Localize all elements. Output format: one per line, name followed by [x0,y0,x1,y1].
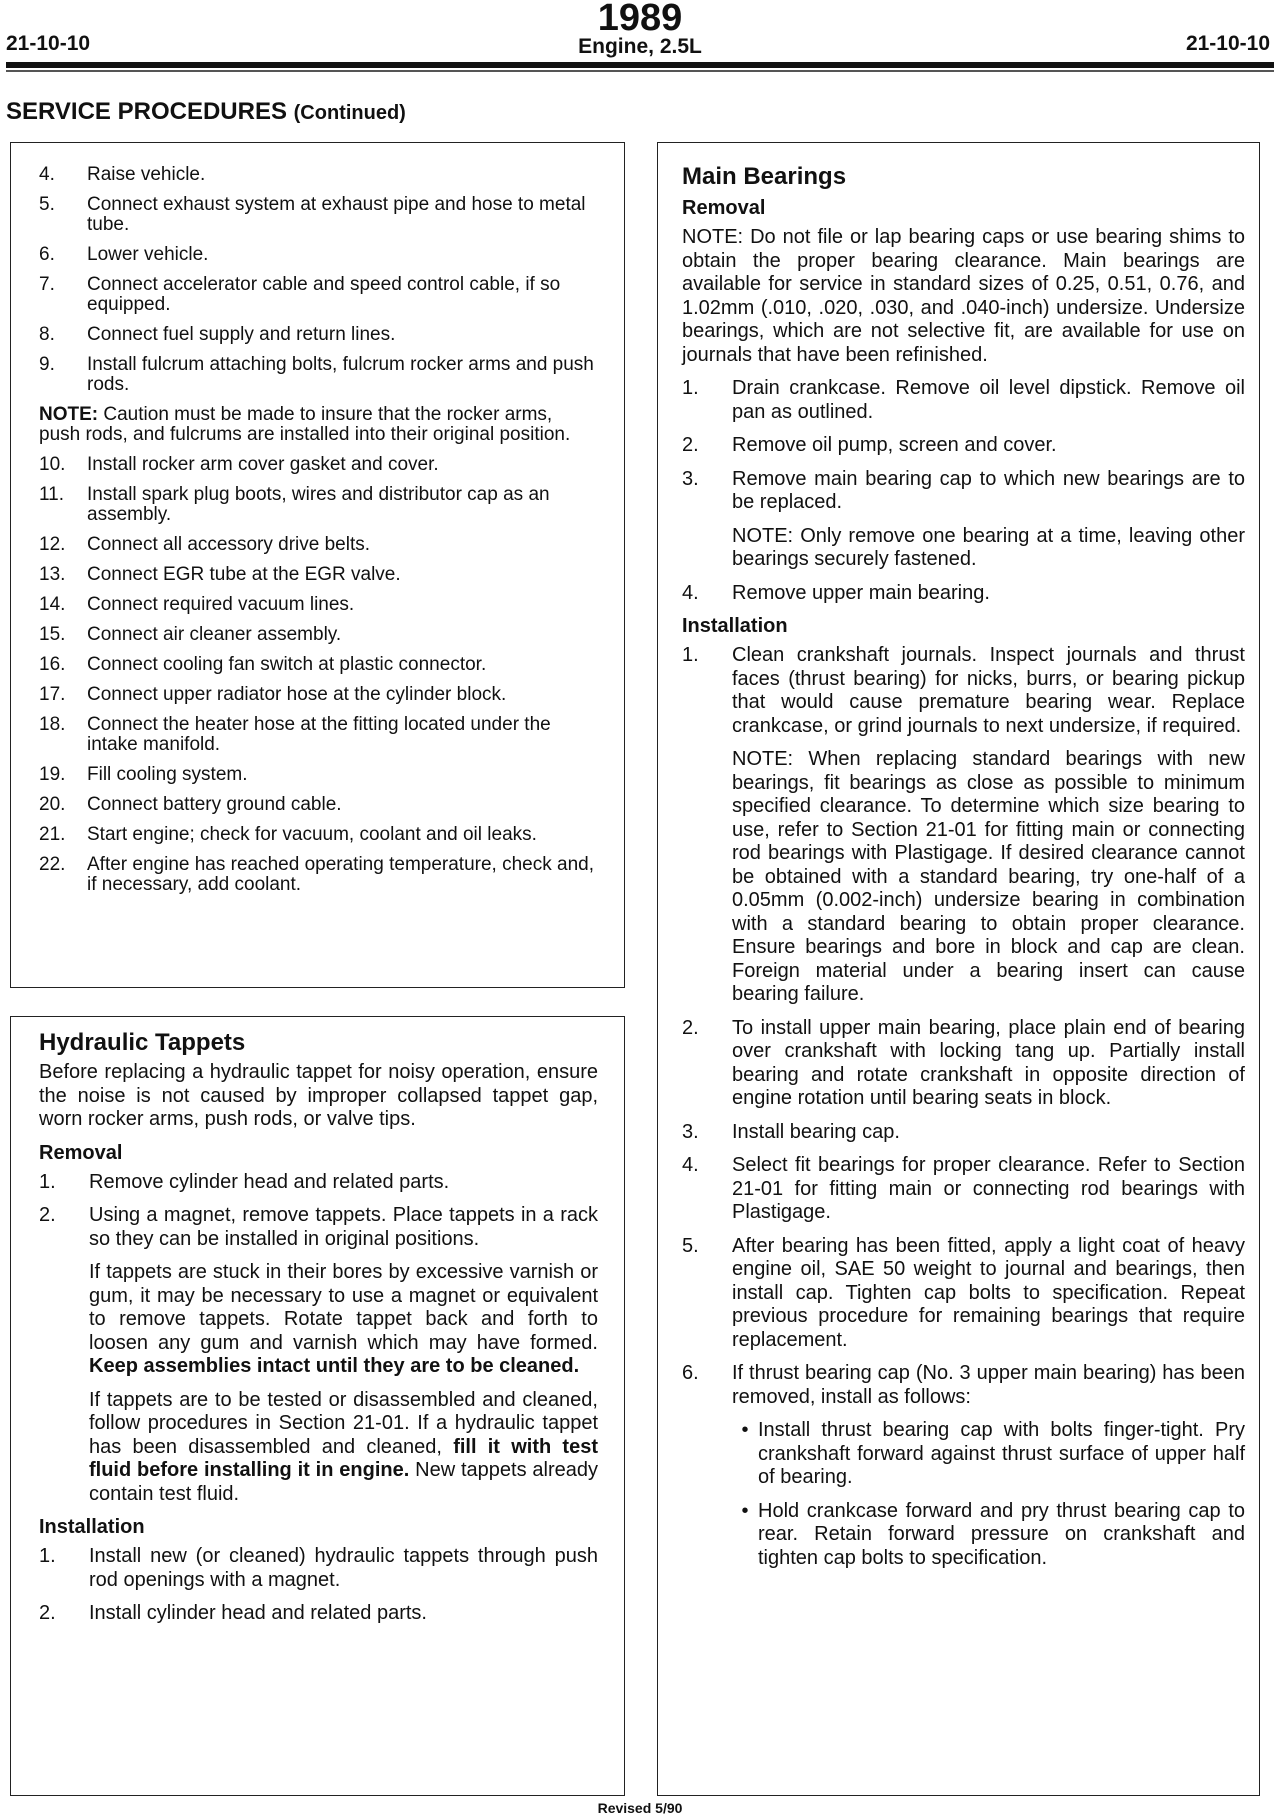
main-bearings-box [657,142,1260,1796]
list-item [682,1017,1245,1111]
bullet-item [732,1419,1245,1490]
bearings-title: Main Bearings [682,163,847,190]
section-title-continued: (Continued) [293,102,406,124]
step-text: Remove oil pump, screen and cover. [732,434,1057,456]
step-number: 9. [39,354,55,375]
step-text: Connect cooling fan switch at plastic connector. [87,654,487,675]
list-item [39,595,598,615]
section-title-text: SERVICE PROCEDURES [6,98,287,125]
step-number: 2. [682,434,699,456]
step-text: Install fulcrum attaching bolts, fulcrum rocker arms and push rods. [87,354,594,395]
header-rule [6,62,1274,68]
list-item [39,535,598,555]
header-year: 1989 [597,0,683,39]
step-text: Install new (or cleaned) hydraulic tappets through push rod openings with a magnet. [89,1545,598,1591]
list-item [39,765,598,785]
step-text: Install cylinder head and related parts. [89,1602,427,1624]
steps-continued-box [10,142,625,988]
list-item [39,195,598,235]
step-text: Connect battery ground cable. [87,794,342,815]
step-text: To install upper main bearing, place plain end of bearing over crankshaft with locking tang up. Partially install bearing and rotate crankshaft in opposite direction of engine rotation until bearing seats in block. [732,1016,1245,1109]
step-text: Remove cylinder head and related parts. [89,1170,450,1193]
list-item [39,1171,598,1195]
rocker-note [39,405,598,445]
step-text: Drain crankcase. Remove oil level dipstick. Remove oil pan as outlined. [732,377,1245,423]
header-subtitle: Engine, 2.5L [578,35,702,58]
step-text: Clean crankshaft journals. Inspect journals and thrust faces (thrust bearing) for nicks, burrs, or bearing pickup that would cause premature bearing wear. Replace crankcase, or grind journals to next undersize, if required. [732,644,1245,737]
rocker-note-label: NOTE: [39,404,99,425]
step-text: Connect EGR tube at the EGR valve. [87,564,401,585]
step-text: Lower vehicle. [87,244,209,265]
step-number: 4. [682,1154,699,1176]
hydraulic-tappets-box [10,1016,625,1796]
list-item [39,1602,598,1626]
step-number: 1. [39,1545,56,1567]
step-text: Connect exhaust system at exhaust pipe and hose to metal tube. [87,194,586,235]
step-text: Install bearing cap. [732,1120,900,1143]
step-number: 2. [39,1204,56,1226]
list-item [39,1545,598,1592]
step-number: 8. [39,324,55,345]
step-text: Remove main bearing cap to which new bearings are to be replaced. [732,467,1245,513]
step-text: Connect required vacuum lines. [87,594,355,615]
step-number: 19. [39,764,66,785]
step-text: Install rocker arm cover gasket and cover. [87,454,439,475]
list-item [39,1204,598,1251]
step-text: Connect air cleaner assembly. [87,624,342,645]
step-number: 1. [682,644,699,666]
list-item [682,644,1245,738]
list-item [682,1235,1245,1353]
step-number: 5. [682,1234,699,1257]
step-text: Connect fuel supply and return lines. [87,324,396,345]
list-item [682,1154,1245,1225]
list-item [39,355,598,395]
list-item [682,582,1245,606]
step-text: Connect accelerator cable and speed control cable, if so equipped. [87,274,561,315]
rocker-note-text: Caution must be made to insure that the rocker arms, push rods, and fulcrums are installed into their original position. [39,404,571,445]
step-text: Select fit bearings for proper clearance. Refer to Section 21-01 for fitting main or connecting rod bearings with Plastigage. [732,1154,1245,1223]
paragraph-text: If tappets are stuck in their bores by excessive varnish or gum, it may be necessary to use a magnet or equivalent to remove tappets. Rotate tappet back and forth to loosen any gum and varnish which may have formed. [89,1261,598,1354]
bullet-text: Hold crankcase forward and pry thrust bearing cap to rear. Retain forward pressure on crankshaft and tighten cap bolts to specification. [758,1499,1245,1569]
list-item [39,625,598,645]
step-number: 1. [682,377,699,399]
step-text: Connect all accessory drive belts. [87,534,371,555]
tappets-title: Hydraulic Tappets [39,1029,246,1056]
tappets-test-paragraph [89,1389,598,1507]
bearings-note: NOTE: Do not file or lap bearing caps or use bearing shims to obtain the proper bearing clearance. Main bearings are available for service in standard sizes of 0.25, 0.51, 0.76, and 1.02mm (.010, .020, .030, and .040-inch) undersize. Undersize bearings, which are not selective fit, are available for use on journals that have been refinished. [682,226,1245,366]
header-rule-thin [6,70,1274,72]
revision-footer: Revised 5/90 [597,1800,683,1816]
step-number: 3. [682,467,699,490]
step-number: 18. [39,714,66,735]
step-number: 1. [39,1170,56,1193]
bearings-installation-title: Installation [682,615,788,637]
list-item [39,275,598,315]
step-number: 10. [39,454,66,475]
step-number: 14. [39,594,66,615]
bearings-install-note: NOTE: When replacing standard bearings with new bearings, fit bearings as close as possible to minimum specified clearance. To determine which size bearing to use, refer to Section 21-01 for fitting main or connecting rod bearings with Plastigage. If desired clearance cannot be obtained with a standard bearing, try one-half of a 0.05mm (0.002-inch) undersize bearing in combination with a standard bearing to obtain proper clearance. Ensure bearings and bore in block and cap are clean. Foreign material under a bearing insert can cause bearing failure. [732,748,1245,1005]
list-item [39,245,598,265]
bullet-icon: • [741,1419,749,1441]
list-item [682,377,1245,424]
tappets-intro: Before replacing a hydraulic tappet for noisy operation, ensure the noise is not caused by improper collapsed tappet gap, worn rocker arms, push rods, or valve tips. [39,1061,598,1130]
step-text: Using a magnet, remove tappets. Place tappets in a rack so they can be installed in original positions. [89,1204,598,1250]
step-text: Raise vehicle. [87,164,206,185]
tappets-removal-title: Removal [39,1141,123,1164]
step-number: 3. [682,1120,699,1143]
bearings-removal-list [682,377,1245,515]
step-number: 20. [39,794,66,815]
list-item [39,855,598,895]
step-number: 16. [39,654,66,675]
list-item [682,1121,1245,1145]
list-item [682,434,1245,458]
tappets-stuck-paragraph [89,1261,598,1379]
list-item [682,1362,1245,1409]
step-number: 17. [39,684,66,705]
bearings-removal-title: Removal [682,197,766,219]
steps-top-list [39,165,598,395]
bearings-removal-note: NOTE: Only remove one bearing at a time, leaving other bearings securely fastened. [732,524,1245,570]
step-number: 12. [39,534,66,555]
step-number: 15. [39,624,66,645]
section-title [6,98,406,126]
page-header [0,0,1280,58]
list-item [39,565,598,585]
list-item [39,165,598,185]
page-number-right: 21-10-10 [1185,32,1270,55]
steps-bottom-list [39,455,598,895]
bullet-text: Install thrust bearing cap with bolts finger-tight. Pry crankshaft forward against thrust surface of upper half of bearing. [758,1419,1245,1488]
list-item [39,795,598,815]
list-item [39,655,598,675]
list-item [39,325,598,345]
step-text: Connect the heater hose at the fitting located under the intake manifold. [87,714,551,755]
step-text: If thrust bearing cap (No. 3 upper main bearing) has been removed, install as follows: [732,1362,1245,1408]
bullet-item [732,1500,1245,1571]
bearings-install-list [682,1017,1245,1410]
paragraph-text: New tappets already contain test fluid. [89,1459,598,1505]
list-item [39,455,598,475]
step-number: 7. [39,274,55,295]
step-number: 2. [39,1602,56,1624]
step-number: 6. [682,1362,699,1384]
step-number: 6. [39,244,55,265]
step-text: Fill cooling system. [87,764,248,785]
step-number: 22. [39,854,66,875]
step-number: 4. [682,581,699,604]
list-item [682,468,1245,515]
tappets-installation-title: Installation [39,1516,145,1538]
step-text: After bearing has been fitted, apply a light coat of heavy engine oil, SAE 50 weight to journal and bearings, then install cap. Tighten cap bolts to specification. Repeat previous procedure for remaining bearings that require replacement. [732,1234,1245,1351]
list-item [39,485,598,525]
step-text: Remove upper main bearing. [732,581,990,604]
list-item [39,825,598,845]
step-text: Install spark plug boots, wires and distributor cap as an assembly. [87,484,550,525]
paragraph-text: If tappets are to be tested or disassembled and cleaned, follow procedures in Section 21-01. If a hydraulic tappet has been disassembled and cleaned, [89,1388,598,1458]
step-text: Start engine; check for vacuum, coolant and oil leaks. [87,824,537,845]
list-item [39,685,598,705]
paragraph-bold-text: Keep assemblies intact until they are to be cleaned. [89,1355,580,1377]
step-text: Connect upper radiator hose at the cylinder block. [87,684,507,705]
list-item [39,715,598,755]
step-number: 13. [39,564,66,585]
step-number: 5. [39,194,55,215]
step-number: 11. [39,484,65,505]
step-number: 21. [39,824,66,845]
bullet-icon: • [741,1499,749,1522]
step-text: After engine has reached operating temperature, check and, if necessary, add coolant. [87,854,594,895]
step-number: 4. [39,164,55,185]
page-number-left: 21-10-10 [6,32,91,55]
step-number: 2. [682,1016,699,1039]
bearings-bullet-list [682,1419,1245,1570]
paragraph-bold-text: fill it with test fluid before installing it in engine. [89,1435,598,1481]
